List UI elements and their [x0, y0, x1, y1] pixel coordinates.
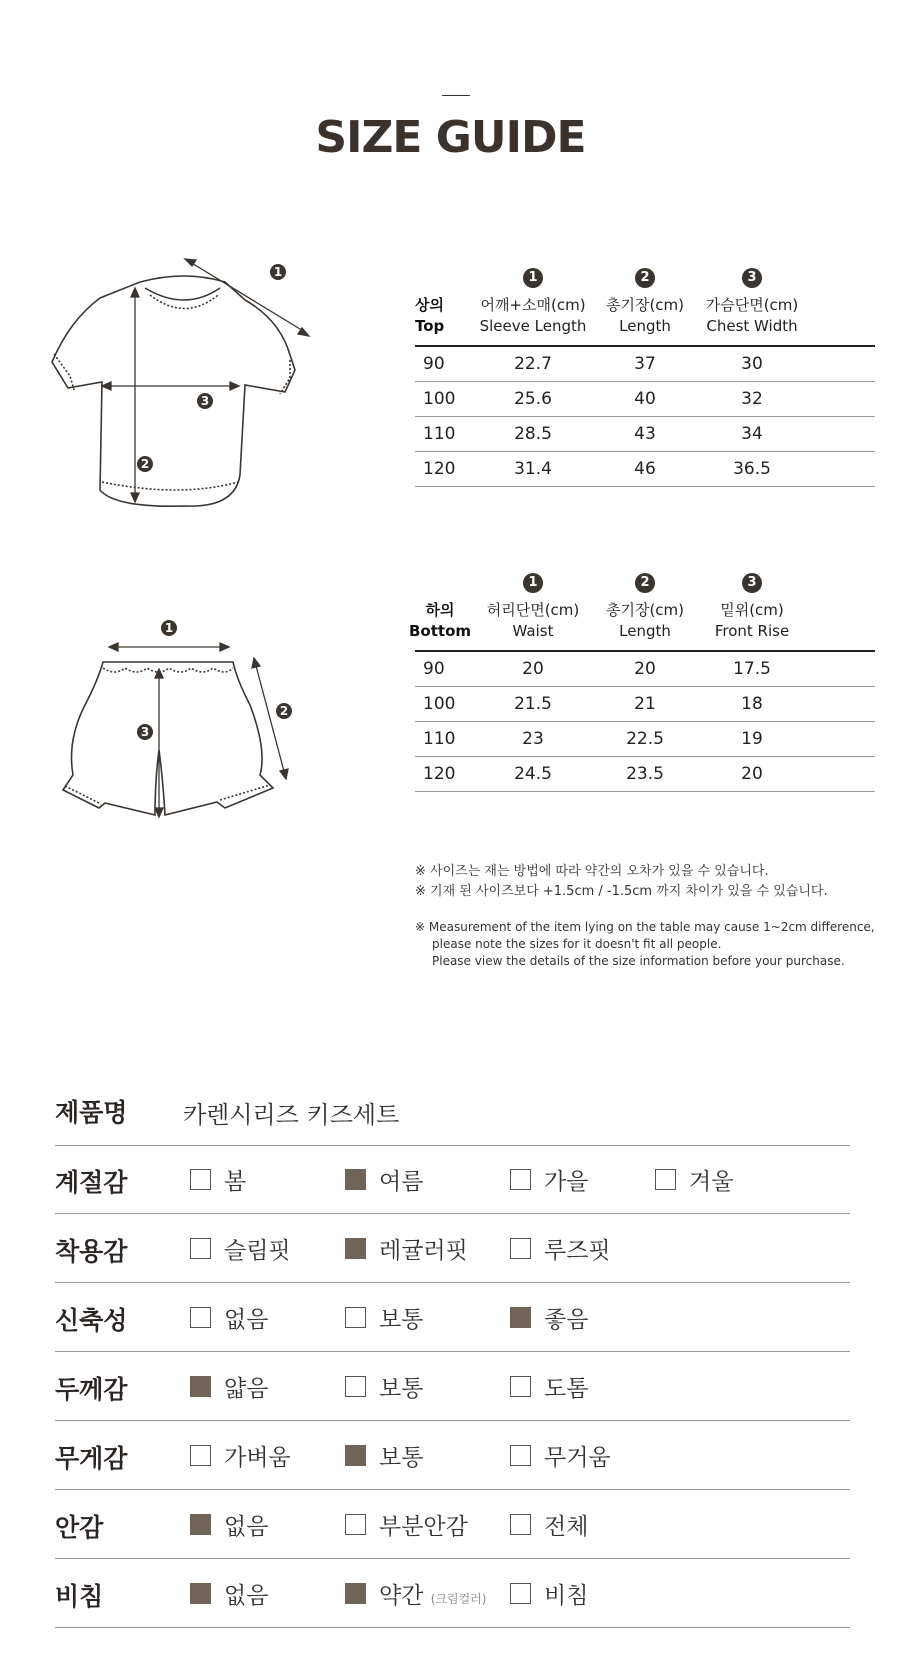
- checkbox[interactable]: [510, 1514, 531, 1535]
- checkbox[interactable]: [510, 1583, 531, 1604]
- table-row: [415, 757, 875, 792]
- bottom-garment-diagram: [55, 610, 305, 820]
- bottom-marker-1: 1: [523, 573, 543, 593]
- cell: 32: [741, 389, 763, 409]
- cell: 23.5: [626, 764, 664, 784]
- table-row: [415, 452, 875, 487]
- option-label: 없음: [224, 1583, 269, 1609]
- top-diagram-marker-3: 3: [200, 394, 210, 408]
- bottom-header-1-kr: 허리단면(cm): [486, 601, 580, 619]
- option-label: 보통: [379, 1445, 424, 1471]
- cell: 120: [423, 459, 456, 479]
- checkbox[interactable]: [510, 1307, 531, 1328]
- top-table-body: [415, 347, 875, 487]
- cell: 24.5: [514, 764, 552, 784]
- cell: 19: [741, 729, 763, 749]
- checkbox[interactable]: [510, 1445, 531, 1466]
- checkbox[interactable]: [345, 1307, 366, 1328]
- top-header-3-kr: 가슴단면(cm): [705, 296, 799, 314]
- table-row: [415, 722, 875, 757]
- option-label: 루즈핏: [544, 1238, 611, 1264]
- cell: 21.5: [514, 694, 552, 714]
- option-label: 무거움: [544, 1445, 611, 1471]
- property-row-season: [55, 1145, 850, 1214]
- bottom-header-2: [593, 600, 697, 642]
- product-name-label: 제품명: [55, 1098, 128, 1127]
- cell: 20: [741, 764, 763, 784]
- property-label: 안감: [55, 1513, 104, 1542]
- top-col0-kr: 상의: [415, 296, 444, 314]
- top-diagram-marker-1: 1: [273, 265, 283, 279]
- checkbox[interactable]: [190, 1238, 211, 1259]
- cell: 37: [634, 354, 656, 374]
- bottom-header-1-en: Waist: [512, 622, 554, 640]
- top-header-2: [593, 295, 697, 337]
- property-label: 무게감: [55, 1444, 128, 1473]
- cell: 25.6: [514, 389, 552, 409]
- product-name-value: 카렌시리즈 키즈세트: [183, 1101, 400, 1129]
- property-label: 신축성: [55, 1306, 128, 1335]
- property-row-weight: [55, 1421, 850, 1490]
- property-label: 계절감: [55, 1168, 128, 1197]
- option-label: [379, 1577, 486, 1610]
- cell: 17.5: [733, 659, 771, 679]
- cell: 100: [423, 694, 456, 714]
- top-col0-en: Top: [415, 317, 445, 335]
- cell: 20: [634, 659, 656, 679]
- cell: 23: [522, 729, 544, 749]
- bottom-header-1: [473, 600, 593, 642]
- product-name-row: [55, 1085, 850, 1146]
- top-header-3-en: Chest Width: [706, 317, 798, 335]
- cell: 31.4: [514, 459, 552, 479]
- top-marker-3: 3: [742, 268, 762, 288]
- option-text: 약간: [379, 1583, 424, 1609]
- top-header-1-kr: 어깨+소매(cm): [480, 296, 586, 314]
- option-label: 얇음: [224, 1376, 269, 1402]
- option-label: 도톰: [544, 1376, 589, 1402]
- checkbox[interactable]: [345, 1514, 366, 1535]
- notes-english: [415, 919, 875, 970]
- note-en-2: please note the sizes for it doesn't fit all people.: [432, 937, 722, 951]
- cell: 110: [423, 729, 456, 749]
- option-label: 보통: [379, 1376, 424, 1402]
- checkbox[interactable]: [190, 1376, 211, 1397]
- option-label: 레귤러핏: [379, 1238, 468, 1264]
- top-header-2-kr: 총기장(cm): [605, 296, 685, 314]
- property-label: 비침: [55, 1582, 104, 1611]
- option-label: 봄: [224, 1169, 247, 1195]
- property-row-stretch: [55, 1283, 850, 1352]
- table-row: [415, 347, 875, 382]
- checkbox[interactable]: [345, 1376, 366, 1397]
- checkbox[interactable]: [345, 1238, 366, 1259]
- checkbox[interactable]: [190, 1169, 211, 1190]
- property-row-fit: [55, 1214, 850, 1283]
- cell: 90: [423, 354, 445, 374]
- note-kr-2: ※ 기재 된 사이즈보다 +1.5cm / -1.5cm 까지 차이가 있을 수 있습니다.: [415, 884, 828, 899]
- property-label: 두께감: [55, 1375, 128, 1404]
- cell: 40: [634, 389, 656, 409]
- note-en-3: Please view the details of the size information before your purchase.: [432, 954, 845, 968]
- top-header-2-en: Length: [619, 317, 671, 335]
- top-garment-diagram: [40, 250, 330, 520]
- bottom-header-2-en: Length: [619, 622, 671, 640]
- table-row: [415, 652, 875, 687]
- top-diagram-marker-2: 2: [140, 457, 150, 471]
- top-header-1: [473, 295, 593, 337]
- checkbox[interactable]: [190, 1445, 211, 1466]
- checkbox[interactable]: [655, 1169, 676, 1190]
- top-header-3: [697, 295, 807, 337]
- page-title: SIZE GUIDE: [315, 112, 586, 163]
- note-en-1: ※ Measurement of the item lying on the table may cause 1~2cm difference,: [415, 920, 875, 934]
- cell: 90: [423, 659, 445, 679]
- checkbox[interactable]: [510, 1376, 531, 1397]
- cell: 22.5: [626, 729, 664, 749]
- option-label: 슬림핏: [224, 1238, 291, 1264]
- property-row-sheerness: [55, 1559, 850, 1628]
- option-label: 없음: [224, 1514, 269, 1540]
- notes-korean: [415, 862, 828, 902]
- cell: 100: [423, 389, 456, 409]
- checkbox[interactable]: [190, 1583, 211, 1604]
- checkbox[interactable]: [190, 1307, 211, 1328]
- top-marker-2: 2: [635, 268, 655, 288]
- property-row-thickness: [55, 1352, 850, 1421]
- property-row-lining: [55, 1490, 850, 1559]
- cell: 43: [634, 424, 656, 444]
- top-header-1-en: Sleeve Length: [479, 317, 587, 335]
- cell: 110: [423, 424, 456, 444]
- table-row: [415, 382, 875, 417]
- option-label: 겨울: [689, 1169, 734, 1195]
- option-note: (크림컬러): [430, 1592, 487, 1606]
- cell: 21: [634, 694, 656, 714]
- cell: 30: [741, 354, 763, 374]
- cell: 22.7: [514, 354, 552, 374]
- option-label: 없음: [224, 1307, 269, 1333]
- checkbox[interactable]: [510, 1169, 531, 1190]
- option-label: 좋음: [544, 1307, 589, 1333]
- table-row: [415, 417, 875, 452]
- cell: 36.5: [733, 459, 771, 479]
- property-label: 착용감: [55, 1237, 128, 1266]
- checkbox[interactable]: [510, 1238, 531, 1259]
- cell: 18: [741, 694, 763, 714]
- option-label: 부분안감: [379, 1514, 468, 1540]
- option-label: 보통: [379, 1307, 424, 1333]
- cell: 34: [741, 424, 763, 444]
- checkbox[interactable]: [345, 1445, 366, 1466]
- bottom-table-body: [415, 652, 875, 792]
- bottom-header-3-en: Front Rise: [714, 622, 790, 640]
- cell: 28.5: [514, 424, 552, 444]
- option-label: 여름: [379, 1169, 424, 1195]
- cell: 46: [634, 459, 656, 479]
- option-label: 전체: [544, 1514, 589, 1540]
- top-marker-1: 1: [523, 268, 543, 288]
- bottom-col0-kr: 하의: [425, 601, 455, 619]
- bottom-marker-3: 3: [742, 573, 762, 593]
- option-label: 가벼움: [224, 1445, 291, 1471]
- checkbox[interactable]: [345, 1583, 366, 1604]
- bottom-col0-en: Bottom: [408, 622, 471, 640]
- bottom-diagram-marker-1: 1: [164, 621, 174, 635]
- option-label: 비침: [544, 1583, 589, 1609]
- bottom-col0-header: [400, 600, 480, 642]
- title-decoration-line: [442, 95, 470, 96]
- cell: 20: [522, 659, 544, 679]
- table-row: [415, 687, 875, 722]
- cell: 120: [423, 764, 456, 784]
- bottom-diagram-marker-3: 3: [140, 725, 150, 739]
- checkbox[interactable]: [345, 1169, 366, 1190]
- bottom-marker-2: 2: [635, 573, 655, 593]
- option-label: 가을: [544, 1169, 589, 1195]
- bottom-header-3-kr: 밑위(cm): [720, 601, 784, 619]
- bottom-diagram-marker-2: 2: [279, 704, 289, 718]
- bottom-header-3: [697, 600, 807, 642]
- product-properties: [55, 1145, 850, 1628]
- bottom-header-2-kr: 총기장(cm): [605, 601, 685, 619]
- note-kr-1: ※ 사이즈는 재는 방법에 따라 약간의 오차가 있을 수 있습니다.: [415, 864, 769, 879]
- top-col0-header: [415, 295, 475, 337]
- checkbox[interactable]: [190, 1514, 211, 1535]
